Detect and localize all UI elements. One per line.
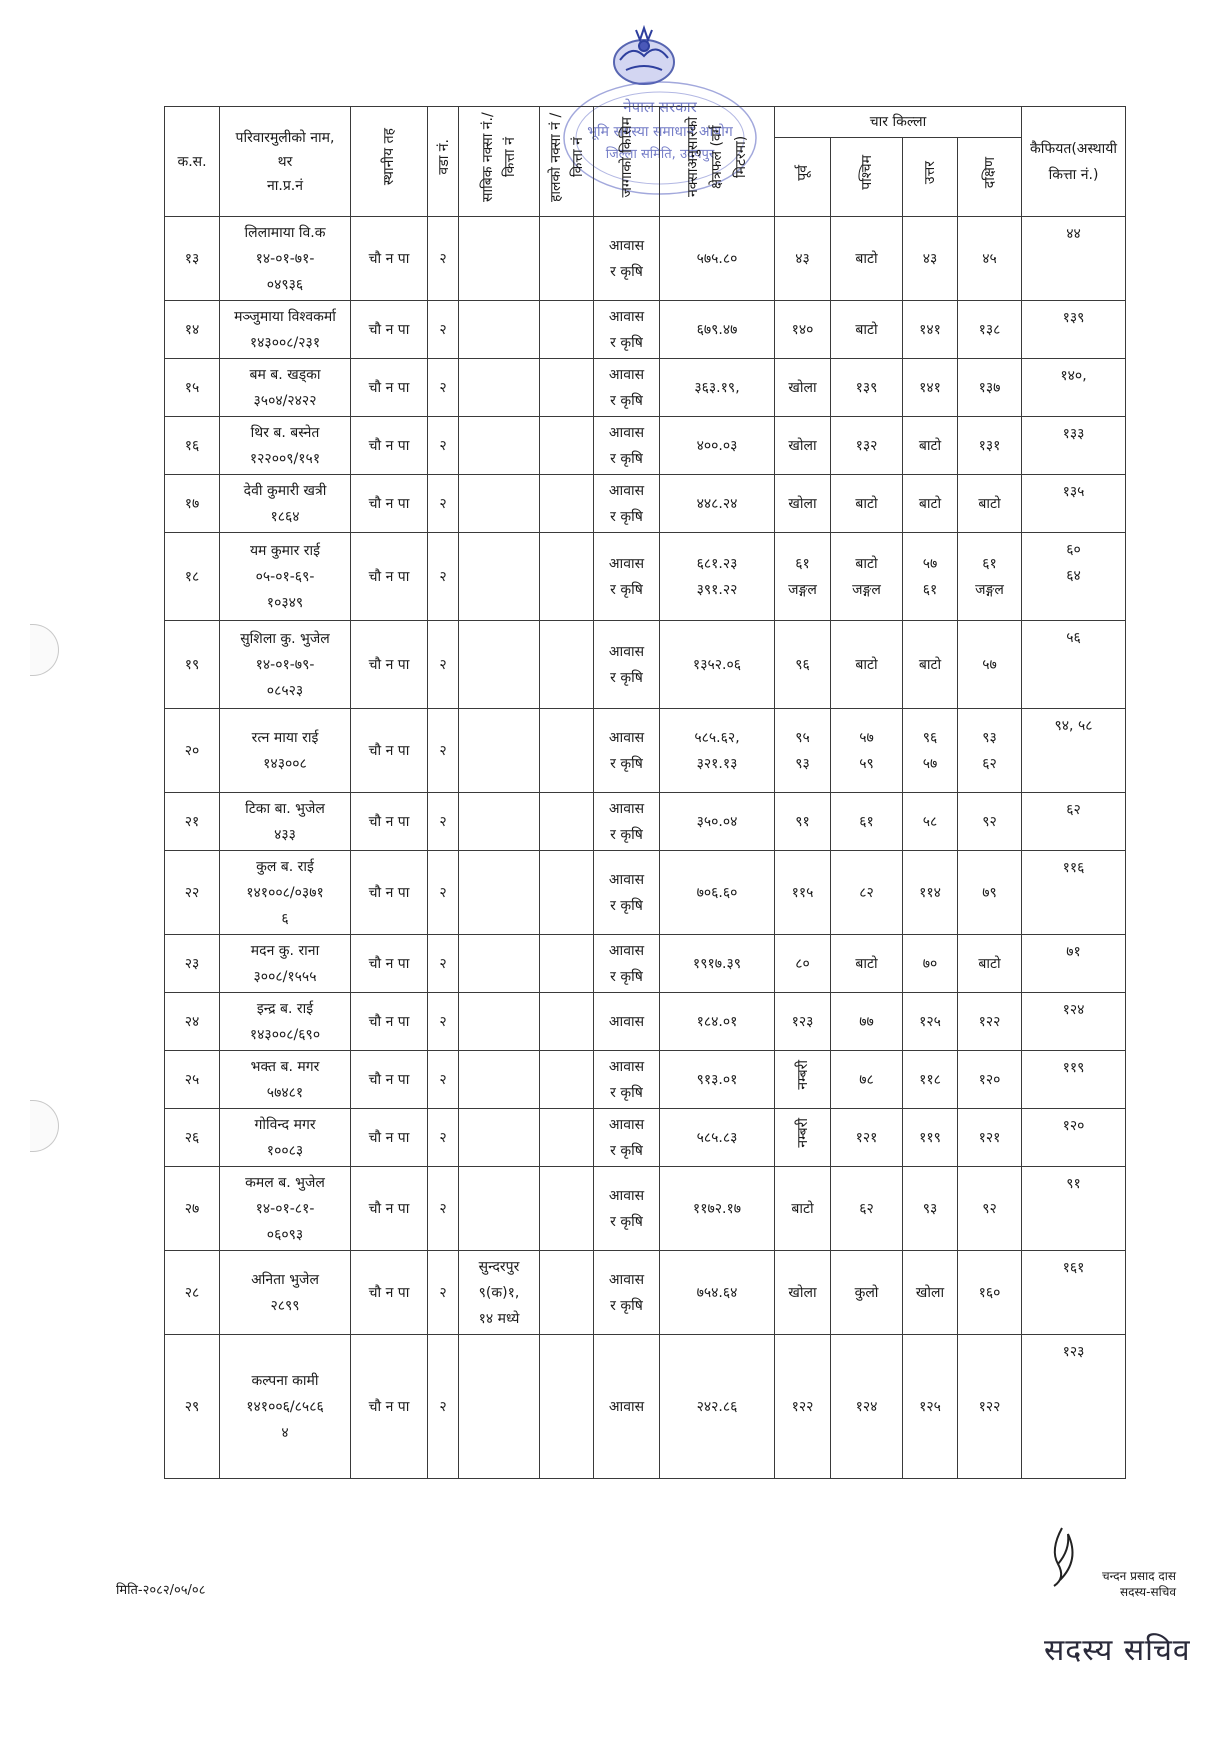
cell-ward: २ — [428, 217, 459, 301]
cell-sn: २४ — [165, 993, 220, 1051]
cell-south: १३१ — [958, 417, 1022, 475]
cell-area: ६७९.४७ — [660, 301, 775, 359]
cell-east: खोला — [775, 417, 831, 475]
cell-ward: २ — [428, 359, 459, 417]
cell-old-map — [459, 793, 540, 851]
cell-old-map — [459, 851, 540, 935]
cell-local-level: चौ न पा — [351, 301, 428, 359]
cell-area: ११७२.१७ — [660, 1167, 775, 1251]
cell-east: ९६ — [775, 621, 831, 709]
cell-ward: २ — [428, 851, 459, 935]
cell-north: ७० — [903, 935, 958, 993]
cell-local-level: चौ न पा — [351, 1051, 428, 1109]
cell-name: कुल ब. राई १४१००८/०३७१ ६ — [220, 851, 351, 935]
cell-local-level: चौ न पा — [351, 851, 428, 935]
cell-ward: २ — [428, 1167, 459, 1251]
cell-local-level: चौ न पा — [351, 475, 428, 533]
cell-old-map — [459, 475, 540, 533]
cell-old-map — [459, 359, 540, 417]
cell-west: ६२ — [831, 1167, 903, 1251]
table-row — [165, 621, 1126, 709]
cell-land-use: आवास र कृषि — [594, 793, 660, 851]
cell-area: ७५४.६४ — [660, 1251, 775, 1335]
cell-area: ५७५.८० — [660, 217, 775, 301]
cell-north: बाटो — [903, 475, 958, 533]
header-south: दक्षिण — [958, 138, 1022, 217]
cell-west: कुलो — [831, 1251, 903, 1335]
cell-current-map — [540, 475, 594, 533]
cell-local-level: चौ न पा — [351, 1251, 428, 1335]
cell-south: ९२ — [958, 1167, 1022, 1251]
cell-name: रत्न माया राई १४३००८ — [220, 709, 351, 793]
cell-land-use: आवास र कृषि — [594, 709, 660, 793]
cell-sn: २७ — [165, 1167, 220, 1251]
cell-sn: २२ — [165, 851, 220, 935]
cell-current-map — [540, 217, 594, 301]
header-boundaries: चार किल्ला — [775, 107, 1022, 138]
cell-area: ५८५.८३ — [660, 1109, 775, 1167]
cell-name: टिका बा. भुजेल ४३३ — [220, 793, 351, 851]
cell-old-map — [459, 621, 540, 709]
cell-west: १३९ — [831, 359, 903, 417]
header-ward: वडा नं. — [428, 107, 459, 217]
cell-south: ६१ जङ्गल — [958, 533, 1022, 621]
cell-name: इन्द्र ब. राई १४३००८/६९० — [220, 993, 351, 1051]
cell-north: १२५ — [903, 1335, 958, 1479]
cell-north: ४३ — [903, 217, 958, 301]
cell-old-map — [459, 301, 540, 359]
cell-west: बाटो जङ्गल — [831, 533, 903, 621]
table-row — [165, 1051, 1126, 1109]
cell-west: १२१ — [831, 1109, 903, 1167]
cell-area: ३६३.१९, — [660, 359, 775, 417]
cell-name: अनिता भुजेल २८९९ — [220, 1251, 351, 1335]
cell-sn: २१ — [165, 793, 220, 851]
cell-ward: २ — [428, 1051, 459, 1109]
cell-ward: २ — [428, 1109, 459, 1167]
cell-ward: २ — [428, 301, 459, 359]
punch-hole — [30, 624, 59, 676]
table-row — [165, 1335, 1126, 1479]
cell-west: ८२ — [831, 851, 903, 935]
land-register-table — [164, 106, 1126, 1479]
cell-land-use: आवास र कृषि — [594, 359, 660, 417]
cell-ward: २ — [428, 793, 459, 851]
cell-current-map — [540, 793, 594, 851]
cell-south: बाटो — [958, 475, 1022, 533]
cell-south: १२२ — [958, 1335, 1022, 1479]
signatory-block — [1092, 1568, 1176, 1600]
designation-stamp: सदस्य सचिव — [1044, 1633, 1191, 1668]
cell-south: १३७ — [958, 359, 1022, 417]
table-row — [165, 793, 1126, 851]
cell-ward: २ — [428, 709, 459, 793]
cell-current-map — [540, 1051, 594, 1109]
cell-north: ११४ — [903, 851, 958, 935]
cell-east: ९५ ९३ — [775, 709, 831, 793]
cell-remarks: १४०, — [1022, 359, 1126, 417]
table-row — [165, 533, 1126, 621]
cell-current-map — [540, 993, 594, 1051]
cell-east: नम्बरी — [775, 1109, 831, 1167]
cell-south: ९२ — [958, 793, 1022, 851]
cell-ward: २ — [428, 1335, 459, 1479]
table-row — [165, 301, 1126, 359]
table-row — [165, 475, 1126, 533]
cell-remarks: १६१ — [1022, 1251, 1126, 1335]
cell-north: १४१ — [903, 301, 958, 359]
cell-area: ३५०.०४ — [660, 793, 775, 851]
cell-old-map — [459, 1109, 540, 1167]
cell-remarks: ४४ — [1022, 217, 1126, 301]
cell-old-map — [459, 935, 540, 993]
cell-remarks: १२० — [1022, 1109, 1126, 1167]
cell-land-use: आवास र कृषि — [594, 851, 660, 935]
cell-south: ९३ ६२ — [958, 709, 1022, 793]
cell-sn: १८ — [165, 533, 220, 621]
cell-west: बाटो — [831, 301, 903, 359]
cell-east: खोला — [775, 475, 831, 533]
header-old-map: साबिक नक्सा नं./कित्ता नं — [459, 107, 540, 217]
cell-land-use: आवास र कृषि — [594, 475, 660, 533]
table-row — [165, 359, 1126, 417]
cell-north: खोला — [903, 1251, 958, 1335]
cell-current-map — [540, 533, 594, 621]
header-east: पूर्व — [775, 138, 831, 217]
cell-north: ५८ — [903, 793, 958, 851]
cell-west: ६१ — [831, 793, 903, 851]
cell-local-level: चौ न पा — [351, 1167, 428, 1251]
cell-local-level: चौ न पा — [351, 1109, 428, 1167]
cell-old-map: सुन्दरपुर ९(क)१, १४ मध्ये — [459, 1251, 540, 1335]
signatory-title: सदस्य-सचिव — [1120, 1585, 1176, 1599]
header-north: उत्तर — [903, 138, 958, 217]
cell-north: १४१ — [903, 359, 958, 417]
header-land-use: जग्गाको किसिम — [594, 107, 660, 217]
cell-land-use: आवास र कृषि — [594, 1251, 660, 1335]
cell-sn: १४ — [165, 301, 220, 359]
cell-area: ६८१.२३ ३९१.२२ — [660, 533, 775, 621]
cell-south: १२१ — [958, 1109, 1022, 1167]
cell-south: १३८ — [958, 301, 1022, 359]
cell-local-level: चौ न पा — [351, 1335, 428, 1479]
cell-name: कल्पना कामी १४१००६/८५८६ ४ — [220, 1335, 351, 1479]
cell-sn: १३ — [165, 217, 220, 301]
cell-land-use: आवास र कृषि — [594, 621, 660, 709]
cell-area: ९१३.०१ — [660, 1051, 775, 1109]
cell-north: बाटो — [903, 417, 958, 475]
cell-south: बाटो — [958, 935, 1022, 993]
cell-north: ११८ — [903, 1051, 958, 1109]
cell-east: बाटो — [775, 1167, 831, 1251]
header-area: नक्साअनुसारको क्षेत्रफल (वर्ग मिटरमा) — [660, 107, 775, 217]
cell-land-use: आवास र कृषि — [594, 935, 660, 993]
cell-east: १२३ — [775, 993, 831, 1051]
cell-west: बाटो — [831, 475, 903, 533]
cell-east: ९१ — [775, 793, 831, 851]
cell-sn: २० — [165, 709, 220, 793]
cell-current-map — [540, 1109, 594, 1167]
header-current-map: हालको नक्सा नं /कित्ता नं — [540, 107, 594, 217]
cell-remarks: १३५ — [1022, 475, 1126, 533]
cell-east: ४३ — [775, 217, 831, 301]
cell-area: २४२.८६ — [660, 1335, 775, 1479]
svg-text:जिल्ला समिति, उदयपुर: जिल्ला समिति, उदयपुर — [605, 147, 715, 162]
cell-remarks: ६० ६४ — [1022, 533, 1126, 621]
cell-sn: २६ — [165, 1109, 220, 1167]
cell-local-level: चौ न पा — [351, 935, 428, 993]
cell-remarks: ९१ — [1022, 1167, 1126, 1251]
cell-current-map — [540, 301, 594, 359]
cell-west: ५७ ५९ — [831, 709, 903, 793]
cell-area: ५८५.६२, ३२१.१३ — [660, 709, 775, 793]
cell-remarks: ७१ — [1022, 935, 1126, 993]
cell-south: १२२ — [958, 993, 1022, 1051]
cell-west: ७७ — [831, 993, 903, 1051]
cell-land-use: आवास र कृषि — [594, 301, 660, 359]
cell-sn: १७ — [165, 475, 220, 533]
cell-name: गोविन्द मगर १००८३ — [220, 1109, 351, 1167]
cell-land-use: आवास र कृषि — [594, 217, 660, 301]
cell-remarks: ११९ — [1022, 1051, 1126, 1109]
cell-land-use: आवास र कृषि — [594, 533, 660, 621]
header-west: पश्चिम — [831, 138, 903, 217]
cell-east: खोला — [775, 359, 831, 417]
cell-east: ६१ जङ्गल — [775, 533, 831, 621]
cell-current-map — [540, 935, 594, 993]
cell-north: ५७ ६१ — [903, 533, 958, 621]
table-row — [165, 993, 1126, 1051]
cell-old-map — [459, 533, 540, 621]
cell-land-use: आवास — [594, 1335, 660, 1479]
cell-east: १४० — [775, 301, 831, 359]
cell-area: ७०६.६० — [660, 851, 775, 935]
cell-west: १३२ — [831, 417, 903, 475]
signature-icon — [1040, 1520, 1100, 1590]
cell-remarks: १३३ — [1022, 417, 1126, 475]
cell-sn: १६ — [165, 417, 220, 475]
cell-east: ११५ — [775, 851, 831, 935]
signatory-name: चन्दन प्रसाद दास — [1101, 1569, 1176, 1583]
cell-old-map — [459, 1167, 540, 1251]
cell-north: ९६ ५७ — [903, 709, 958, 793]
cell-north: ९३ — [903, 1167, 958, 1251]
table-row — [165, 935, 1126, 993]
cell-remarks: ९४, ५८ — [1022, 709, 1126, 793]
cell-sn: १५ — [165, 359, 220, 417]
cell-area: ४००.०३ — [660, 417, 775, 475]
cell-area: ४४८.२४ — [660, 475, 775, 533]
cell-north: ११९ — [903, 1109, 958, 1167]
cell-east: ८० — [775, 935, 831, 993]
cell-land-use: आवास र कृषि — [594, 1167, 660, 1251]
cell-remarks: ६२ — [1022, 793, 1126, 851]
table-row — [165, 851, 1126, 935]
cell-land-use: आवास र कृषि — [594, 1109, 660, 1167]
cell-name: लिलामाया वि.क १४-०१-७१- ०४९३६ — [220, 217, 351, 301]
cell-remarks: ५६ — [1022, 621, 1126, 709]
cell-old-map — [459, 1335, 540, 1479]
header-sn: क.स. — [165, 107, 220, 217]
cell-remarks: ११६ — [1022, 851, 1126, 935]
cell-south: १६० — [958, 1251, 1022, 1335]
cell-west: बाटो — [831, 217, 903, 301]
table-row — [165, 709, 1126, 793]
cell-remarks: १२४ — [1022, 993, 1126, 1051]
cell-east: खोला — [775, 1251, 831, 1335]
cell-west: १२४ — [831, 1335, 903, 1479]
cell-local-level: चौ न पा — [351, 533, 428, 621]
cell-east: नम्बरी — [775, 1051, 831, 1109]
cell-area: १३५२.०६ — [660, 621, 775, 709]
cell-local-level: चौ न पा — [351, 217, 428, 301]
cell-south: ४५ — [958, 217, 1022, 301]
cell-name: भक्त ब. मगर ५७४८१ — [220, 1051, 351, 1109]
cell-name: कमल ब. भुजेल १४-०१-८१- ०६०९३ — [220, 1167, 351, 1251]
cell-ward: २ — [428, 993, 459, 1051]
cell-name: बम ब. खड्का ३५०४/२४२२ — [220, 359, 351, 417]
cell-land-use: आवास र कृषि — [594, 417, 660, 475]
cell-local-level: चौ न पा — [351, 793, 428, 851]
cell-local-level: चौ न पा — [351, 621, 428, 709]
cell-ward: २ — [428, 935, 459, 993]
cell-current-map — [540, 709, 594, 793]
date-label: मिति-२०८२/०५/०८ — [116, 1583, 206, 1598]
header-name: परिवारमुलीको नाम, थर ना.प्र.नं — [220, 107, 351, 217]
cell-current-map — [540, 621, 594, 709]
cell-ward: २ — [428, 533, 459, 621]
cell-old-map — [459, 217, 540, 301]
cell-name: मदन कु. राना ३००८/१५५५ — [220, 935, 351, 993]
cell-south: १२० — [958, 1051, 1022, 1109]
cell-remarks: १२३ — [1022, 1335, 1126, 1479]
cell-current-map — [540, 417, 594, 475]
cell-current-map — [540, 1335, 594, 1479]
cell-old-map — [459, 709, 540, 793]
svg-text:नेपाल सरकार: नेपाल सरकार — [623, 98, 697, 116]
table-row — [165, 1109, 1126, 1167]
cell-current-map — [540, 359, 594, 417]
cell-west: बाटो — [831, 935, 903, 993]
cell-ward: २ — [428, 621, 459, 709]
cell-current-map — [540, 1251, 594, 1335]
cell-land-use: आवास र कृषि — [594, 1051, 660, 1109]
cell-east: १२२ — [775, 1335, 831, 1479]
table-row — [165, 217, 1126, 301]
cell-old-map — [459, 993, 540, 1051]
cell-area: १९१७.३९ — [660, 935, 775, 993]
header-remarks: कैफियत(अस्थायी कित्ता नं.) — [1022, 107, 1126, 217]
cell-land-use: आवास — [594, 993, 660, 1051]
cell-name: थिर ब. बस्नेत १२२००९/१५१ — [220, 417, 351, 475]
cell-west: बाटो — [831, 621, 903, 709]
cell-sn: १९ — [165, 621, 220, 709]
cell-name: मञ्जुमाया विश्वकर्मा १४३००८/२३१ — [220, 301, 351, 359]
cell-name: देवी कुमारी खत्री १८६४ — [220, 475, 351, 533]
punch-hole — [30, 1100, 59, 1152]
cell-remarks: १३९ — [1022, 301, 1126, 359]
cell-area: १८४.०१ — [660, 993, 775, 1051]
cell-south: ७९ — [958, 851, 1022, 935]
cell-north: बाटो — [903, 621, 958, 709]
cell-old-map — [459, 1051, 540, 1109]
svg-text:भूमि समस्या समाधान आयोग: भूमि समस्या समाधान आयोग — [587, 124, 733, 140]
table-row — [165, 1167, 1126, 1251]
cell-name: सुशिला कु. भुजेल १४-०१-७९- ०८५२३ — [220, 621, 351, 709]
cell-local-level: चौ न पा — [351, 359, 428, 417]
table-row — [165, 1251, 1126, 1335]
cell-sn: २८ — [165, 1251, 220, 1335]
cell-local-level: चौ न पा — [351, 417, 428, 475]
cell-name: यम कुमार राई ०५-०१-६९- १०३४९ — [220, 533, 351, 621]
cell-current-map — [540, 1167, 594, 1251]
cell-current-map — [540, 851, 594, 935]
cell-west: ७८ — [831, 1051, 903, 1109]
cell-sn: २५ — [165, 1051, 220, 1109]
cell-local-level: चौ न पा — [351, 993, 428, 1051]
table-row — [165, 417, 1126, 475]
cell-north: १२५ — [903, 993, 958, 1051]
cell-south: ५७ — [958, 621, 1022, 709]
cell-sn: २३ — [165, 935, 220, 993]
cell-ward: २ — [428, 1251, 459, 1335]
cell-local-level: चौ न पा — [351, 709, 428, 793]
header-local-level: स्थानीय तह — [351, 107, 428, 217]
cell-ward: २ — [428, 475, 459, 533]
cell-ward: २ — [428, 417, 459, 475]
cell-sn: २९ — [165, 1335, 220, 1479]
cell-old-map — [459, 417, 540, 475]
